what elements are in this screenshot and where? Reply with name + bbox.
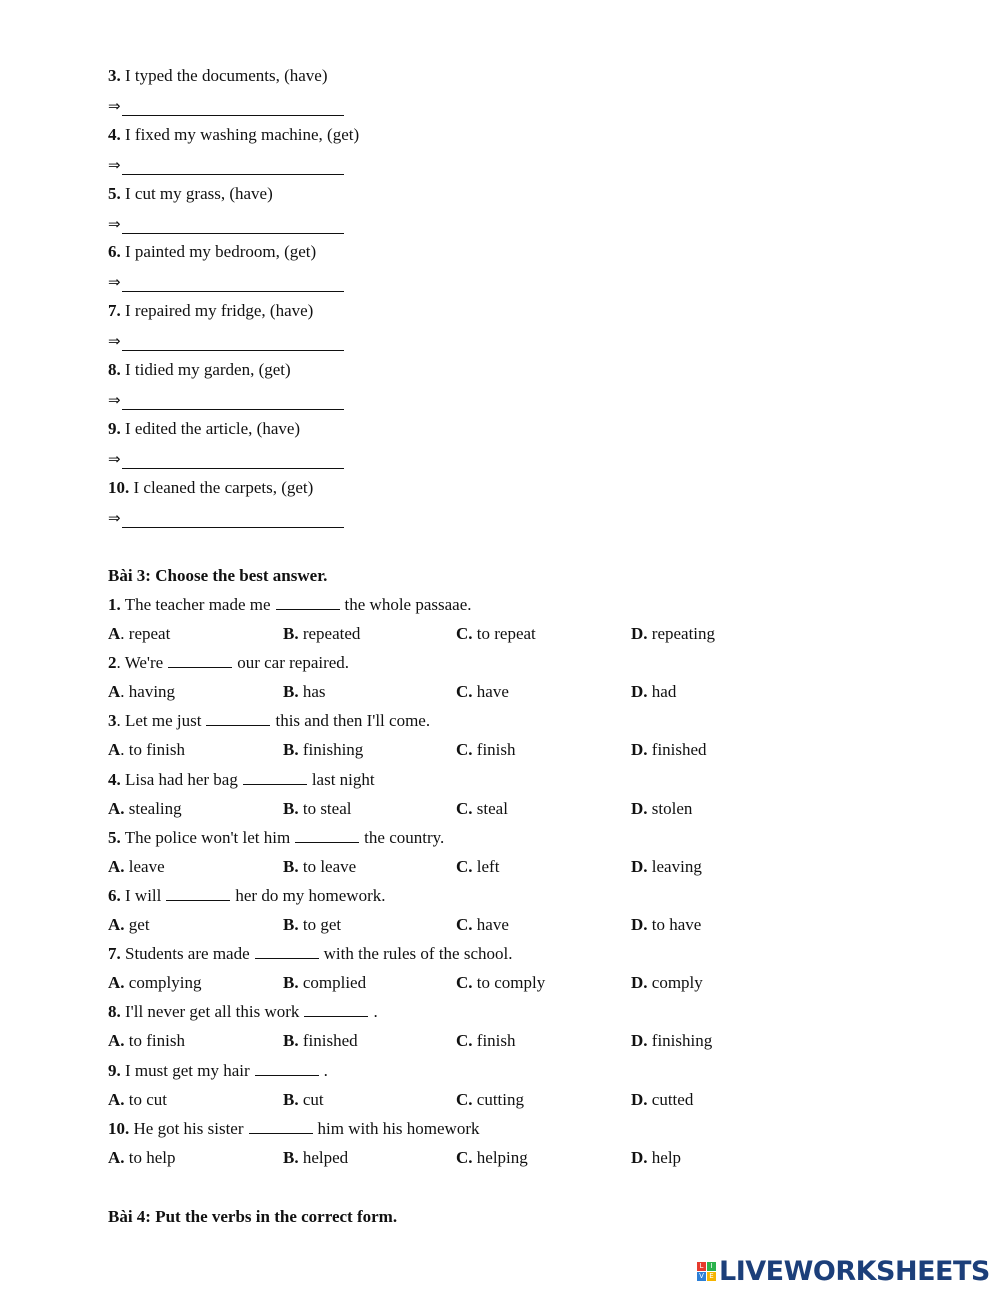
option-letter: C. bbox=[456, 740, 473, 760]
question-text: I painted my bedroom, (get) bbox=[125, 242, 317, 262]
ex2-answer-row bbox=[108, 96, 344, 116]
option-letter: B. bbox=[283, 1031, 299, 1051]
option-text: help bbox=[647, 1147, 682, 1167]
ex2-question bbox=[108, 184, 273, 204]
implies-arrow-icon: ⇒ bbox=[108, 155, 121, 174]
question-text-before: I'll never get all this work bbox=[125, 1002, 300, 1022]
mcq-option[interactable] bbox=[456, 973, 545, 993]
option-text: . to finish bbox=[120, 740, 185, 760]
answer-gap[interactable] bbox=[168, 653, 232, 668]
option-letter: A bbox=[108, 740, 121, 760]
answer-gap[interactable] bbox=[243, 770, 307, 785]
mcq-option[interactable] bbox=[283, 915, 341, 935]
mcq-option[interactable] bbox=[108, 1090, 167, 1110]
answer-input[interactable] bbox=[122, 156, 344, 175]
option-text: had bbox=[647, 682, 677, 702]
mcq-option[interactable] bbox=[456, 682, 509, 702]
question-text: I tidied my garden, (get) bbox=[125, 360, 291, 379]
mcq-option[interactable] bbox=[108, 624, 170, 644]
question-text: I fixed my washing machine, (get) bbox=[125, 124, 360, 144]
option-letter: B. bbox=[283, 915, 299, 934]
answer-input[interactable] bbox=[122, 450, 344, 469]
option-text: steal bbox=[472, 798, 508, 818]
question-text-after: her do my homework. bbox=[235, 886, 386, 905]
ex2-question bbox=[108, 478, 313, 498]
option-text: helped bbox=[298, 1147, 349, 1167]
mcq-option[interactable] bbox=[283, 740, 363, 760]
mcq-option[interactable] bbox=[283, 857, 356, 877]
mcq-option[interactable] bbox=[108, 682, 175, 702]
option-letter: A. bbox=[108, 1089, 125, 1109]
option-letter: C. bbox=[456, 682, 473, 702]
answer-gap[interactable] bbox=[249, 1119, 313, 1134]
option-text: finishing bbox=[647, 1031, 713, 1051]
question-text-after: . bbox=[373, 1002, 378, 1022]
question-text-before: . Let me just bbox=[116, 711, 202, 731]
option-letter: A. bbox=[108, 1031, 125, 1051]
question-text-after: him with his homework bbox=[317, 1118, 480, 1138]
ex2-question bbox=[108, 66, 328, 86]
option-letter: A. bbox=[108, 973, 125, 993]
question-text-after: last night bbox=[311, 769, 375, 789]
option-letter: C. bbox=[456, 915, 473, 934]
option-text: to get bbox=[298, 915, 342, 934]
question-number: 4. bbox=[108, 124, 121, 144]
question-number: 7. bbox=[108, 944, 121, 964]
option-letter: C. bbox=[456, 1147, 473, 1167]
answer-input[interactable] bbox=[122, 391, 344, 410]
mcq-option[interactable] bbox=[631, 740, 707, 760]
question-text-before: He got his sister bbox=[133, 1118, 244, 1138]
option-text: repeating bbox=[647, 624, 716, 643]
option-text: repeated bbox=[298, 624, 361, 643]
option-letter: B. bbox=[283, 740, 299, 760]
option-letter: D. bbox=[631, 915, 648, 934]
implies-arrow-icon: ⇒ bbox=[108, 273, 121, 292]
option-text: stolen bbox=[647, 798, 693, 818]
answer-gap[interactable] bbox=[166, 886, 230, 901]
question-text-before: Lisa had her bag bbox=[125, 769, 238, 789]
mcq-option[interactable] bbox=[456, 740, 516, 760]
option-text: leave bbox=[124, 856, 165, 876]
implies-arrow-icon: ⇒ bbox=[108, 332, 121, 351]
option-letter: D. bbox=[631, 1147, 648, 1167]
option-text: finish bbox=[472, 1031, 516, 1051]
option-text: left bbox=[472, 856, 500, 876]
option-letter: D. bbox=[631, 682, 648, 702]
mcq-question bbox=[108, 1119, 480, 1139]
option-text: cut bbox=[298, 1089, 324, 1109]
mcq-option[interactable] bbox=[283, 624, 360, 644]
option-letter: A. bbox=[108, 1147, 125, 1167]
option-text: get bbox=[124, 915, 150, 934]
implies-arrow-icon: ⇒ bbox=[108, 97, 121, 115]
mcq-option[interactable] bbox=[631, 1031, 712, 1051]
option-text: have bbox=[472, 682, 509, 702]
option-text: to steal bbox=[298, 798, 352, 818]
liveworksheets-logo bbox=[697, 1254, 990, 1288]
question-number: 10. bbox=[108, 1118, 130, 1138]
question-text-after: our car repaired. bbox=[237, 653, 350, 673]
question-text: I cleaned the carpets, (get) bbox=[133, 477, 314, 497]
ex2-answer-row bbox=[108, 508, 344, 528]
mcq-option[interactable] bbox=[631, 1148, 681, 1168]
option-text: . repeat bbox=[120, 624, 171, 643]
option-text: finished bbox=[647, 740, 707, 760]
logo-mark-letter-v: V bbox=[697, 1272, 706, 1281]
mcq-option[interactable] bbox=[631, 682, 676, 702]
mcq-option[interactable] bbox=[283, 799, 351, 819]
option-text: to help bbox=[124, 1147, 176, 1167]
question-number: 9. bbox=[108, 418, 121, 438]
option-text: helping bbox=[472, 1147, 528, 1167]
option-letter: A. bbox=[108, 798, 125, 818]
question-text: I edited the article, (have) bbox=[125, 418, 301, 438]
logo-mark-icon bbox=[697, 1262, 716, 1281]
ex2-question bbox=[108, 242, 316, 262]
mcq-question bbox=[108, 828, 444, 848]
option-letter: A bbox=[108, 682, 121, 702]
mcq-option[interactable] bbox=[456, 624, 536, 644]
option-letter: A. bbox=[108, 856, 125, 876]
ex2-answer-row bbox=[108, 214, 344, 234]
question-text-before: . We're bbox=[116, 653, 164, 673]
implies-arrow-icon: ⇒ bbox=[108, 449, 121, 468]
option-letter: B. bbox=[283, 682, 299, 702]
answer-gap[interactable] bbox=[255, 1061, 319, 1076]
mcq-option[interactable] bbox=[283, 1148, 348, 1168]
mcq-question bbox=[108, 1002, 378, 1022]
ex2-question bbox=[108, 301, 313, 321]
option-text: to cut bbox=[124, 1089, 168, 1109]
option-text: complying bbox=[124, 973, 202, 993]
option-letter: B. bbox=[283, 973, 299, 993]
question-number: 10. bbox=[108, 477, 130, 497]
option-letter: A bbox=[108, 624, 121, 643]
question-number: 3 bbox=[108, 711, 117, 731]
question-text-after: the whole passaae. bbox=[344, 595, 472, 614]
option-letter: B. bbox=[283, 798, 299, 818]
question-number: 5. bbox=[108, 827, 121, 847]
question-number: 6. bbox=[108, 242, 121, 262]
mcq-option[interactable] bbox=[108, 1031, 185, 1051]
option-letter: D. bbox=[631, 798, 648, 818]
mcq-option[interactable] bbox=[631, 624, 715, 644]
ex2-answer-row bbox=[108, 155, 344, 175]
option-letter: B. bbox=[283, 1147, 299, 1167]
ex2-answer-row bbox=[108, 331, 344, 351]
option-letter: B. bbox=[283, 856, 299, 876]
question-text-after: this and then I'll come. bbox=[275, 711, 431, 731]
mcq-option[interactable] bbox=[108, 857, 165, 877]
option-text: have bbox=[472, 915, 509, 934]
ex2-answer-row bbox=[108, 272, 344, 292]
option-letter: C. bbox=[456, 856, 473, 876]
question-number: 6. bbox=[108, 886, 121, 905]
mcq-question bbox=[108, 770, 375, 790]
option-text: finish bbox=[472, 740, 516, 760]
mcq-option[interactable] bbox=[631, 915, 701, 935]
mcq-question bbox=[108, 653, 349, 673]
option-text: complied bbox=[298, 973, 367, 993]
answer-input[interactable] bbox=[122, 273, 344, 292]
implies-arrow-icon: ⇒ bbox=[108, 391, 121, 409]
mcq-question bbox=[108, 1061, 328, 1081]
answer-gap[interactable] bbox=[206, 711, 270, 726]
answer-input[interactable] bbox=[122, 97, 344, 116]
mcq-option[interactable] bbox=[108, 740, 185, 760]
question-number: 5. bbox=[108, 183, 121, 203]
logo-text: LIVEWORKSHEETS bbox=[719, 1255, 990, 1287]
question-text-before: The teacher made me bbox=[124, 595, 271, 614]
option-letter: B. bbox=[283, 1089, 299, 1109]
question-text-before: The police won't let him bbox=[124, 827, 291, 847]
option-letter: C. bbox=[456, 1089, 473, 1109]
option-letter: C. bbox=[456, 973, 473, 993]
question-text-before: Students are made bbox=[125, 944, 250, 964]
option-text: cutting bbox=[472, 1089, 524, 1109]
mcq-option[interactable] bbox=[631, 973, 703, 993]
mcq-question bbox=[108, 595, 472, 615]
mcq-option[interactable] bbox=[283, 1090, 324, 1110]
mcq-option[interactable] bbox=[108, 799, 182, 819]
logo-mark-letter-e: E bbox=[707, 1272, 716, 1281]
option-text: finished bbox=[298, 1031, 358, 1051]
option-letter: C. bbox=[456, 1031, 473, 1051]
mcq-question bbox=[108, 711, 430, 731]
implies-arrow-icon: ⇒ bbox=[108, 214, 121, 233]
mcq-option[interactable] bbox=[456, 1148, 528, 1168]
mcq-option[interactable] bbox=[456, 857, 499, 877]
option-letter: C. bbox=[456, 624, 473, 643]
option-text: to repeat bbox=[472, 624, 536, 643]
option-letter: C. bbox=[456, 798, 473, 818]
question-text: I cut my grass, (have) bbox=[125, 183, 273, 203]
option-letter: D. bbox=[631, 1031, 648, 1051]
option-text: to have bbox=[647, 915, 702, 934]
logo-mark-letter-i: I bbox=[707, 1262, 716, 1271]
question-number: 3. bbox=[108, 66, 121, 85]
question-number: 8. bbox=[108, 1002, 121, 1022]
implies-arrow-icon: ⇒ bbox=[108, 508, 121, 527]
answer-gap[interactable] bbox=[255, 944, 319, 959]
option-text: comply bbox=[647, 973, 703, 993]
logo-mark-letter-l: L bbox=[697, 1262, 706, 1271]
option-text: finishing bbox=[298, 740, 364, 760]
question-text-before: I must get my hair bbox=[125, 1060, 250, 1080]
mcq-question bbox=[108, 944, 513, 964]
question-text: I repaired my fridge, (have) bbox=[125, 301, 314, 321]
mcq-option[interactable] bbox=[456, 915, 509, 935]
question-text-after: . bbox=[323, 1060, 328, 1080]
option-letter: A. bbox=[108, 915, 125, 934]
mcq-option[interactable] bbox=[108, 973, 202, 993]
mcq-option[interactable] bbox=[631, 1090, 693, 1110]
answer-input[interactable] bbox=[122, 332, 344, 351]
ex2-answer-row bbox=[108, 449, 344, 469]
exercise-4-heading: Bài 4: Put the verbs in the correct form. bbox=[108, 1207, 398, 1226]
ex2-question bbox=[108, 360, 291, 380]
question-number: 1. bbox=[108, 595, 121, 614]
question-text-after: with the rules of the school. bbox=[323, 944, 513, 964]
ex2-question bbox=[108, 419, 300, 439]
mcq-option[interactable] bbox=[631, 857, 702, 877]
question-text-after: the country. bbox=[364, 827, 445, 847]
option-text: . having bbox=[120, 682, 176, 702]
option-letter: D. bbox=[631, 856, 648, 876]
option-letter: B. bbox=[283, 624, 299, 643]
option-text: to finish bbox=[124, 1031, 185, 1051]
question-text: I typed the documents, (have) bbox=[125, 66, 328, 85]
mcq-option[interactable] bbox=[283, 682, 326, 702]
exercise-3-heading: Bài 3: Choose the best answer. bbox=[108, 566, 328, 585]
mcq-question bbox=[108, 886, 386, 906]
question-number: 4. bbox=[108, 769, 121, 789]
answer-gap[interactable] bbox=[276, 595, 340, 610]
option-text: has bbox=[298, 682, 326, 702]
question-number: 9. bbox=[108, 1060, 121, 1080]
option-text: to leave bbox=[298, 856, 357, 876]
mcq-option[interactable] bbox=[283, 973, 366, 993]
option-letter: D. bbox=[631, 624, 648, 643]
question-number: 8. bbox=[108, 360, 121, 379]
option-letter: D. bbox=[631, 740, 648, 760]
mcq-option[interactable] bbox=[456, 1090, 524, 1110]
option-letter: D. bbox=[631, 1089, 648, 1109]
answer-gap[interactable] bbox=[295, 828, 359, 843]
question-number: 7. bbox=[108, 301, 121, 321]
mcq-option[interactable] bbox=[108, 1148, 176, 1168]
option-letter: D. bbox=[631, 973, 648, 993]
option-text: stealing bbox=[124, 798, 182, 818]
answer-gap[interactable] bbox=[304, 1002, 368, 1017]
mcq-option[interactable] bbox=[108, 915, 150, 935]
mcq-option[interactable] bbox=[456, 799, 508, 819]
question-text-before: I will bbox=[125, 886, 162, 905]
question-number: 2 bbox=[108, 653, 117, 673]
option-text: leaving bbox=[647, 856, 702, 876]
mcq-option[interactable] bbox=[283, 1031, 358, 1051]
answer-input[interactable] bbox=[122, 215, 344, 234]
ex2-answer-row bbox=[108, 390, 344, 410]
mcq-option[interactable] bbox=[456, 1031, 516, 1051]
option-text: to comply bbox=[472, 973, 546, 993]
option-text: cutted bbox=[647, 1089, 694, 1109]
ex2-question bbox=[108, 125, 359, 145]
mcq-option[interactable] bbox=[631, 799, 692, 819]
answer-input[interactable] bbox=[122, 509, 344, 528]
